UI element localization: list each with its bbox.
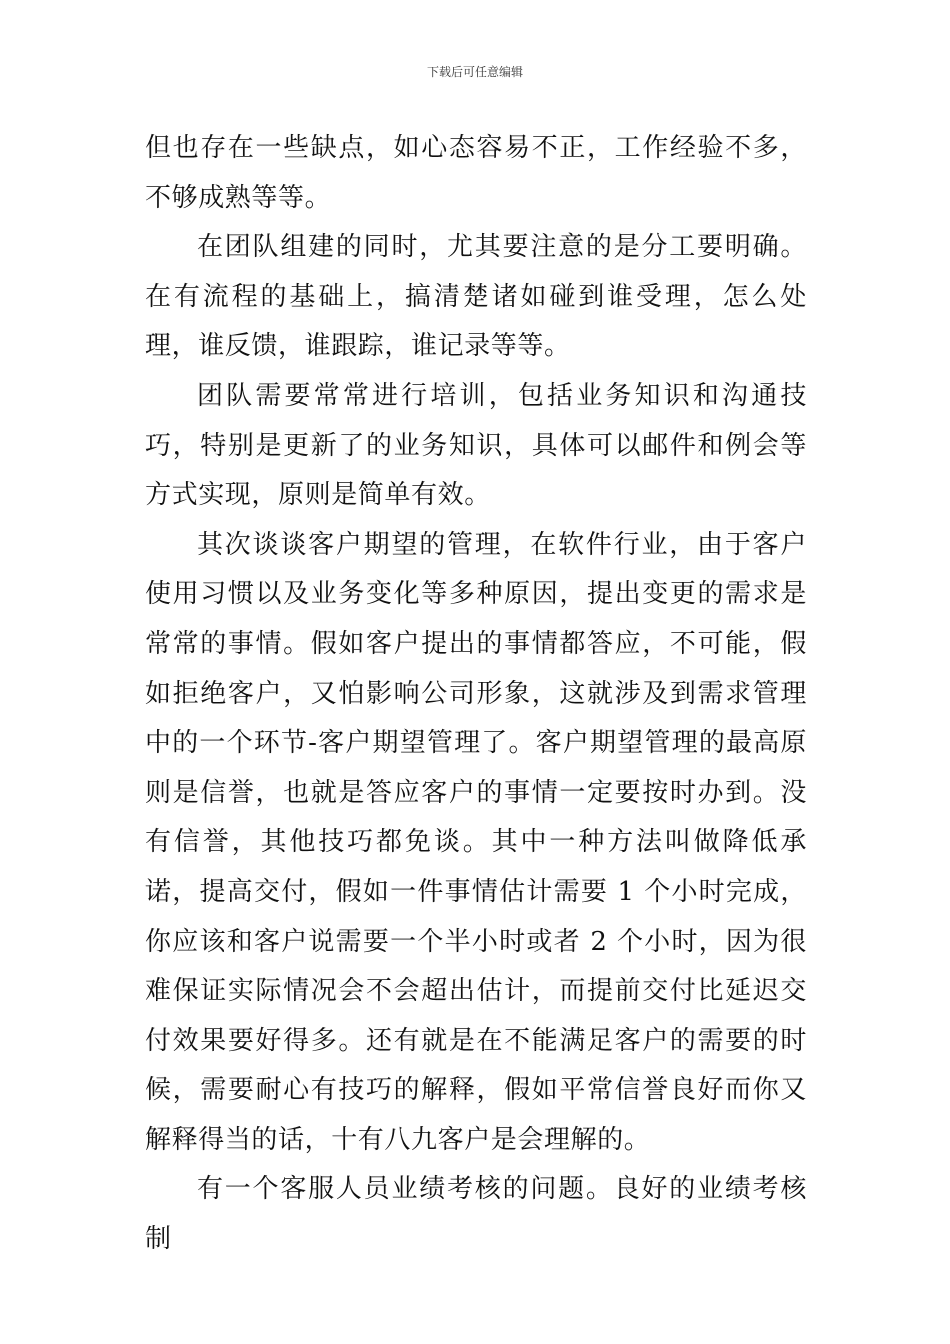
paragraph-performance-review: 有一个客服人员业绩考核的问题。良好的业绩考核制 [145,1174,807,1255]
paragraph-team-training: 团队需要常常进行培训，包括业务知识和沟通技巧，特别是更新了的业务知识，具体可以邮件和例会等方式实现，原则是简单有效。 [145,380,807,511]
paragraph-continuation: 但也存在一些缺点，如心态容易不正，工作经验不多，不够成熟等等。 [145,133,807,213]
page-header: 下载后可任意编辑 [426,65,523,79]
paragraph-expectation-management: 其次谈谈客户期望的管理，在软件行业，由于客户使用习惯以及业务变化等多种原因，提出变更的需求是常常的事情。假如客户提出的事情都答应，不可能，假如拒绝客户，又怕影响公司形象，这就涉及到需求管理中的一个环节-客户期望管理了。客户期望管理的最高原则是信誉，也就是答应客户的事情一定要按时办到。没有信誉，其他技巧都免谈。其中一种方法叫做降低承诺，提高交付，假如一件事情估计需要 1 个小时完成，你应该和客户说需要一个半小时或者 2 个小时，因为很难保证实际情况会不会超出估计，而提前交付比延迟交付效果要好得多。还有就是在不能满足客户的需要的时候，需要耐心有技巧的解释，假如平常信誉良好而你又解释得当的话，十有八九客户是会理解的。 [145,529,807,1155]
document-body [145,124,807,1265]
paragraph-team-division: 在团队组建的同时，尤其要注意的是分工要明确。在有流程的基础上，搞清楚诸如碰到谁受理，怎么处理，谁反馈，谁跟踪，谁记录等等。 [145,232,807,362]
